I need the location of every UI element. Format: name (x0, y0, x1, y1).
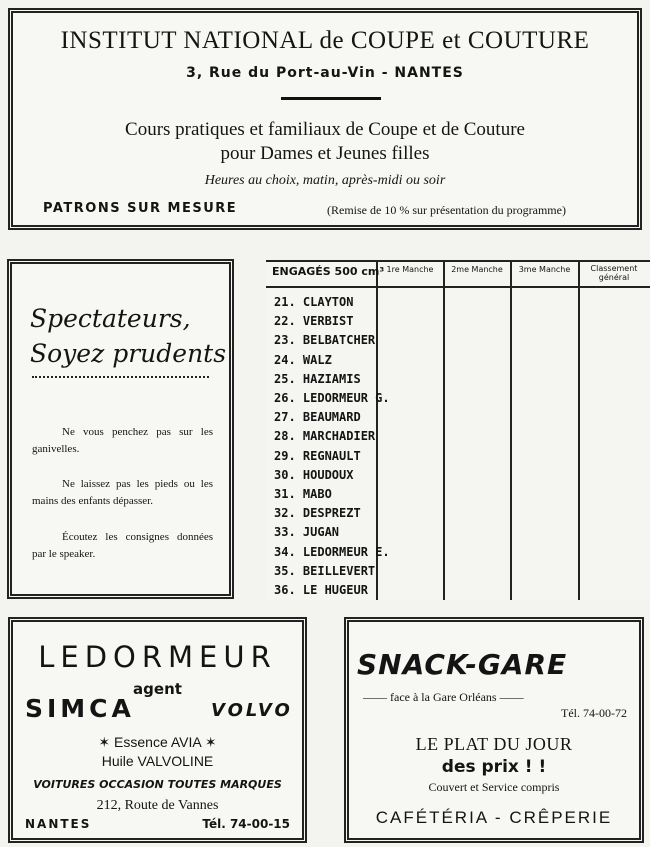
table-header-manche2: 2me Manche (451, 265, 503, 274)
snack-prix: des prix ! ! (441, 757, 547, 777)
rider-row: 27. BEAUMARD (274, 410, 361, 425)
rider-row: 28. MARCHADIER (274, 429, 376, 444)
rider-row: 21. CLAYTON (274, 295, 354, 309)
spectateurs-notice (7, 259, 234, 599)
institut-address: 3, Rue du Port-au-Vin - NANTES (186, 65, 464, 81)
table-header-classement: Classement général (590, 264, 638, 282)
institut-line1: Cours pratiques et familiaux de Coupe et de Couture (125, 119, 525, 140)
institut-line2: pour Dames et Jeunes filles (220, 143, 430, 164)
table-header-manche1: 1re Manche (386, 265, 434, 274)
ledormeur-title: LEDORMEUR (38, 640, 277, 674)
institut-hours: Heures au choix, matin, après-midi ou soir (204, 173, 446, 188)
table-header-engages: ENGAGÉS 500 cm³ (272, 265, 385, 278)
spectateurs-para1: Ne vous penchez pas sur les ganivelles. (32, 426, 213, 455)
snack-location: —— face à la Gare Orléans —— (363, 690, 524, 704)
rider-row: 33. JUGAN (274, 525, 340, 540)
rider-row: 31. MABO (274, 487, 332, 501)
snack-couvert: Couvert et Service compris (428, 780, 560, 794)
rider-row: 25. HAZIAMIS (274, 371, 361, 386)
rider-row: 22. VERBIST (274, 314, 354, 329)
spectateurs-heading1: Spectateurs, (30, 304, 191, 333)
table-col-divider (578, 260, 580, 600)
spectateurs-dotted-rule (32, 376, 209, 378)
rider-row: 35. BEILLEVERT (274, 563, 376, 578)
institut-divider (281, 97, 381, 100)
snack-gare-advert (344, 617, 644, 843)
volvo-logo: VOLVO (211, 700, 293, 721)
snack-title: SNACK-GARE (357, 648, 568, 681)
ledormeur-voitures: VOITURES OCCASION TOUTES MARQUES (33, 778, 282, 791)
spectateurs-para3: Écoutez les consignes données par le speaker. (32, 531, 213, 560)
ledormeur-address: 212, Route de Vannes (96, 798, 219, 813)
ledormeur-phone: Tél. 74-00-15 (202, 817, 290, 831)
ledormeur-agent: agent (133, 680, 182, 698)
institut-title: INSTITUT NATIONAL de COUPE et COUTURE (60, 27, 590, 54)
ledormeur-huile: Huile VALVOLINE (101, 753, 214, 769)
engages-table (266, 260, 650, 600)
snack-cafeteria: CAFÉTÉRIA - CRÊPERIE (375, 808, 613, 827)
ledormeur-city: NANTES (25, 817, 92, 831)
spectateurs-heading2: Soyez prudents (30, 339, 227, 368)
rider-row: 26. LEDORMEUR G. (274, 391, 390, 405)
table-col-divider (443, 260, 445, 600)
spectateurs-para2: Ne laissez pas les pieds ou les mains des enfants dépasser. (32, 478, 213, 507)
rider-row: 29. REGNAULT (274, 448, 361, 463)
table-col-divider (510, 260, 512, 600)
table-header-manche3: 3me Manche (518, 265, 571, 274)
institut-remise: (Remise de 10 % sur présentation du programme) (327, 203, 566, 217)
snack-plat-du-jour: LE PLAT DU JOUR (415, 734, 573, 754)
institut-patrons: PATRONS SUR MESURE (43, 201, 238, 216)
rider-row: 24. WALZ (274, 352, 332, 367)
ledormeur-advert (8, 617, 307, 843)
rider-row: 32. DESPREZT (274, 506, 361, 521)
rider-row: 23. BELBATCHER (274, 333, 376, 348)
rider-row: 30. HOUDOUX (274, 467, 354, 482)
institut-advert (8, 8, 642, 230)
rider-row: 34. LEDORMEUR E. (274, 544, 390, 559)
rider-row: 36. LE HUGEUR (274, 583, 368, 597)
snack-phone: Tél. 74-00-72 (561, 706, 627, 720)
simca-logo: SIMCA (25, 694, 135, 723)
ledormeur-essence: ✶ Essence AVIA ✶ (98, 734, 217, 750)
